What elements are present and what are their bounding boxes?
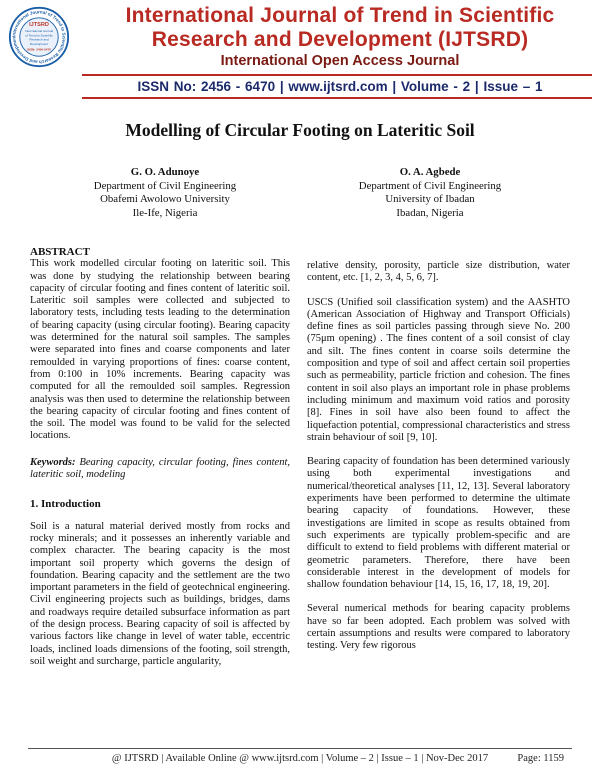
logo-line-1: IJTSRD	[29, 21, 49, 28]
journal-logo-icon	[8, 6, 70, 68]
logo-line-5: Development	[29, 42, 49, 47]
journal-subtitle: International Open Access Journal	[220, 53, 460, 69]
introduction-text: Soil is a natural material derived mostly from rocks and rocky minerals; and it possesses an inherently variable and complex character. The bearing capacity is the most important soil property which governs the design of foundation. Bearing capacity and the settlement are the two important parameters in the field of geotechnical engineering. Civil engineering projects such as buildings, bridges, dams and roadways require detailed subsurface information as part of the design process. Bearing capacity of soil is affected by various factors like change in level of water table, eccentric loads, inclined loads dimensions of the footing, soil strength, soil weight and surcharge, particle angularity,	[30, 520, 290, 667]
logo-ring-text: International Journal of Trend in Scientific Research and Developmen	[11, 9, 67, 65]
author-department: Department of Civil Engineering	[93, 179, 237, 192]
author-name: G. O. Adunoye	[130, 166, 200, 178]
footer-text: @ IJTSRD | Available Online @ www.ijtsrd.com | Volume – 2 | Issue – 1 | Nov-Dec 2017	[111, 753, 489, 764]
author-block-1	[40, 166, 290, 220]
right-column	[307, 260, 570, 653]
paragraph: relative density, porosity, particle size distribution, water content, etc. [1, 2, 3, 4, 5, 6, 7].	[307, 260, 570, 284]
paper-title: Modelling of Circular Footing on Lateritic Soil	[125, 120, 475, 140]
logo-line-6: ISSN: 2456-6470	[27, 47, 51, 52]
author-institution: University of Ibadan	[385, 193, 475, 206]
author-location: Ile-Ife, Nigeria	[132, 206, 198, 219]
journal-header	[0, 0, 600, 100]
keywords-text: Bearing capacity, circular footing, fines content, lateritic soil, modeling	[30, 456, 290, 481]
paragraph: Bearing capacity of foundation has been determined variously using both experimental investigations and numerical/theoretical analyses [11, 12, 13]. Several laboratory experiments have been performed to determine the ultimate bearing capacity of foundations. However, these investigations are limited in scope as results obtained from such experiments are typically problem-specific and are difficult to extend to field problems with different material or geometric parameters. Therefore, there have been considerable interest in the development of models for shallow foundation behaviour [14, 15, 16, 17, 18, 19, 20].	[307, 456, 570, 591]
paragraph: USCS (Unified soil classification system) and the AASHTO (American Association of Highway and Transport Officials) define fines as soil particles passing through sieve No. 200 (75μm opening) . The fines content of a soil consist of clay and silt. The fines content in coarse soils determine the composition and type of soil and affect certain soil properties such as permeability, particle friction and cohesion. The fines content in soil also plays an important role in phase problems including minimum and maximum void ratios and porosity [8]. Fines in soil have also been found to affect the liquefaction potential, compressional characteristics and stress strain behaviour of soil [9, 10].	[307, 296, 570, 443]
keywords-label: Keywords:	[30, 456, 76, 468]
paragraph: Several numerical methods for bearing capacity problems have so far been adopted. Each problem was solved with certain assumptions and results were compared to laboratory testing. Very few rigorous	[307, 603, 570, 652]
author-department: Department of Civil Engineering	[358, 179, 502, 192]
page-footer	[0, 753, 600, 764]
page-number: Page: 1159	[517, 753, 564, 764]
left-column	[30, 246, 290, 668]
header-divider-bottom	[82, 97, 592, 99]
journal-title-line1: International Journal of Trend in Scientific	[125, 4, 555, 27]
author-block-2	[305, 166, 555, 220]
abstract-heading: ABSTRACT	[30, 246, 90, 258]
logo-line-4: Research and	[29, 37, 49, 42]
header-divider-top	[82, 74, 592, 76]
section-heading-introduction: 1. Introduction	[30, 498, 101, 511]
footer-divider	[28, 748, 572, 749]
logo-line-2: International Journal	[24, 29, 54, 34]
journal-title-line2: Research and Development (IJTSRD)	[151, 28, 529, 51]
author-location: Ibadan, Nigeria	[396, 206, 464, 219]
issn-line: ISSN No: 2456 - 6470 | www.ijtsrd.com | Volume - 2 | Issue – 1	[137, 79, 543, 94]
keywords	[30, 457, 290, 482]
author-name: O. A. Agbede	[399, 166, 461, 178]
author-institution: Obafemi Awolowo University	[100, 193, 230, 206]
logo-line-3: of Trend in Scientific	[25, 33, 53, 38]
abstract-text: This work modelled circular footing on lateritic soil. This was done by studying the relationship between bearing capacity of circular footing and fines content of lateritic soil. Lateritic soil samples were collected and subjected to laboratory tests, including tests leading to the determination of bearing capacity (using circular footing). Bearing capacity was determined for the natural soil samples. The samples were separated into fines and coarse components and later remoulded in varying proportions of fines: coarse content, from 0:100 in 10% increments. Bearing capacity was computed for all the remoulded soil samples. Regression analysis was then used to determine the relationship between the bearing capacity of circular footing and fines content of the soil. The model was found to be valid for the selected locations.	[30, 258, 290, 442]
